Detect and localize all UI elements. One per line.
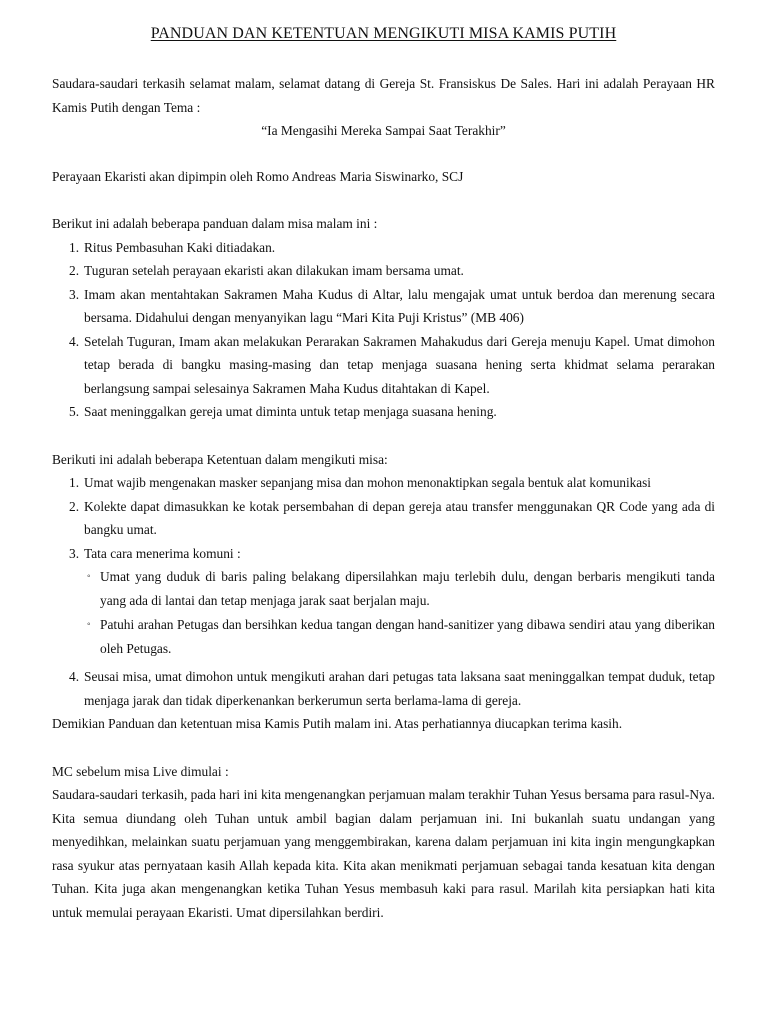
list-number: 1. xyxy=(69,475,80,490)
rules-heading: Berikuti ini adalah beberapa Ketentuan dalam mengikuti misa: xyxy=(52,451,388,467)
list-item xyxy=(52,283,715,330)
mc-paragraph: Saudara-saudari terkasih, pada hari ini kita mengenangkan perjamuan malam terakhir Tuhan Yesus bersama para rasul-Nya. Kita semua diundang oleh Tuhan untuk ambil bagian dalam perjamuan ini. Ini bukanlah suatu undangan yang menyedihkan, melainkan suatu perjamuan yang menggembirakan, karena dalam perjamuan ini kita ingin mengungkapkan rasa syukur atas pernyataan kasih Allah kepada kita. Kita akan menikmati perjamuan sebagai tanda kesatuan kita dengan Tuhan. Kita juga akan mengenangkan ketika Tuhan Yesus membasuh kaki para rasul. Marilah kita persiapkan hati kita untuk memulai perayaan Ekaristi. Umat dipersilahkan berdiri. xyxy=(52,787,715,920)
list-item-text: Tata cara menerima komuni : xyxy=(84,545,241,561)
document-page xyxy=(52,22,715,924)
bullet-icon: ◦ xyxy=(87,619,91,630)
list-item xyxy=(52,259,715,283)
list-item xyxy=(52,495,715,542)
list-item xyxy=(52,471,715,495)
closing-paragraph: Demikian Panduan dan ketentuan misa Kamis Putih malam ini. Atas perhatiannya diucapkan terima kasih. xyxy=(52,716,623,731)
list-item-text: Kolekte dapat dimasukkan ke kotak persembahan di depan gereja atau transfer menggunakan QR Code yang ada di bangku umat. xyxy=(84,498,715,537)
list-item-text: Ritus Pembasuhan Kaki ditiadakan. xyxy=(84,239,276,255)
list-item-text: Tuguran setelah perayaan ekaristi akan dilakukan imam bersama umat. xyxy=(84,263,464,278)
sub-list-item xyxy=(52,613,715,661)
list-number: 2. xyxy=(69,263,80,278)
list-number: 1. xyxy=(69,239,80,255)
list-item-text: Imam akan mentahtakan Sakramen Maha Kudus di Altar, lalu mengajak umat untuk berdoa dan merenung secara bersama. Didahului dengan menyanyikan lagu “Mari Kita Puji Kristus” (MB 406) xyxy=(84,286,715,325)
guide-heading: Berikut ini adalah beberapa panduan dalam misa malam ini : xyxy=(52,216,378,231)
communion-list xyxy=(52,565,715,661)
list-item-text: Seusai misa, umat dimohon untuk mengikuti arahan dari petugas tata laksana saat meninggalkan tempat duduk, tetap menjaga jarak dan tidak diperkenankan berkerumun serta berlama-lama di gereja. xyxy=(84,669,715,708)
list-number: 5. xyxy=(69,404,80,419)
bullet-icon: ◦ xyxy=(87,571,91,582)
list-item xyxy=(52,542,715,662)
list-number: 3. xyxy=(69,545,80,561)
list-item xyxy=(52,330,715,401)
sub-list-item-text: Umat yang duduk di baris paling belakang dipersilahkan maju terlebih dulu, dengan berbaris mengikuti tanda yang ada di lantai dan tetap menjaga jarak saat berjalan maju. xyxy=(100,569,715,608)
list-number: 3. xyxy=(69,286,80,302)
list-item xyxy=(52,665,715,712)
rules-list xyxy=(52,471,715,712)
list-number: 4. xyxy=(69,333,80,349)
list-item xyxy=(52,236,715,260)
sub-list-item-text: Patuhi arahan Petugas dan bersihkan kedua tangan dengan hand-sanitizer yang dibawa sendiri atau yang diberikan oleh Petugas. xyxy=(100,617,715,656)
celebrant-line: Perayaan Ekaristi akan dipimpin oleh Romo Andreas Maria Siswinarko, SCJ xyxy=(52,168,464,184)
sub-list-item xyxy=(52,565,715,613)
list-item-text: Setelah Tuguran, Imam akan melakukan Perarakan Sakramen Mahakudus dari Gereja menuju Kapel. Umat dimohon tetap berada di bangku masing-masing dan tetap menjaga suasana hening serta khidmat selama perarakan berlangsung sampai selesainya Sakramen Maha Kudus ditahtakan di Kapel. xyxy=(84,333,715,396)
guide-list xyxy=(52,236,715,424)
list-number: 4. xyxy=(69,669,80,684)
document-title: PANDUAN DAN KETENTUAN MENGIKUTI MISA KAMIS PUTIH xyxy=(150,25,617,42)
theme-line: “Ia Mengasihi Mereka Sampai Saat Terakhir” xyxy=(261,123,506,138)
intro-paragraph: Saudara-saudari terkasih selamat malam, selamat datang di Gereja St. Fransiskus De Sales. Hari ini adalah Perayaan HR Kamis Putih dengan Tema : xyxy=(52,76,715,115)
list-item-text: Umat wajib mengenakan masker sepanjang misa dan mohon menonaktipkan segala bentuk alat komunikasi xyxy=(84,475,651,490)
list-number: 2. xyxy=(69,498,80,514)
mc-heading: MC sebelum misa Live dimulai : xyxy=(52,763,229,779)
list-item xyxy=(52,400,715,424)
list-item-text: Saat meninggalkan gereja umat diminta untuk tetap menjaga suasana hening. xyxy=(84,404,497,419)
